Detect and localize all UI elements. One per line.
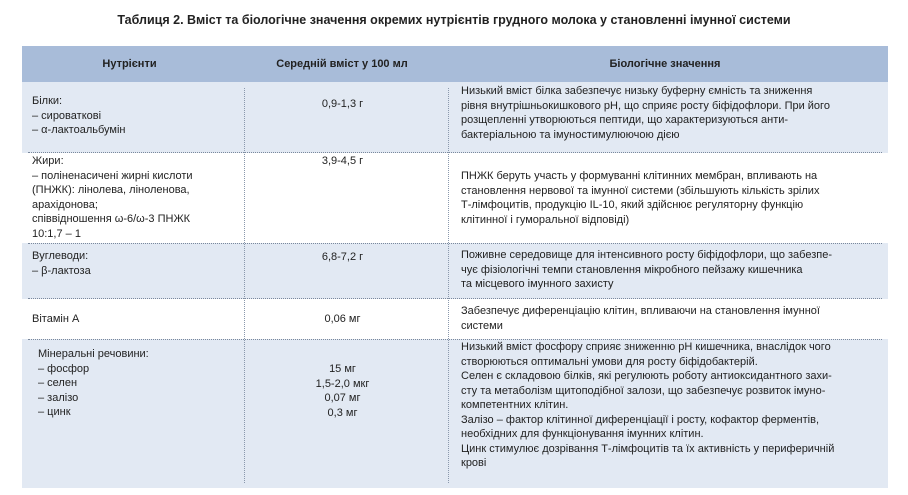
content-value: 6,8-7,2 г [321, 251, 364, 263]
significance-line: сту та метаболізм щитоподібної залози, що забезпечує розвиток імуно- [461, 384, 826, 397]
significance-line: створюються оптимальні умови для росту біфідобактерій. [461, 355, 758, 368]
significance-line: Цинк стимулює дозрівання Т-лімфоцитів та їх активність у периферичній [461, 442, 835, 455]
column-divider [244, 88, 245, 483]
nutrient-line: – фосфор [38, 362, 90, 375]
content-value: 0,07 мг [324, 392, 361, 404]
table-row [22, 299, 888, 339]
nutrient-line: – залізо [38, 391, 79, 404]
table-row [22, 153, 888, 243]
content-value: 15 мг [329, 363, 356, 375]
significance-line: Поживне середовище для інтенсивного росту біфідофлори, що забезпе- [461, 249, 832, 261]
table-row [22, 244, 888, 298]
nutrient-line: (ПНЖК): лінолева, ліноленова, [32, 184, 190, 196]
nutrient-line: – цинк [38, 406, 71, 418]
nutrient-line: арахідонова; [32, 198, 98, 211]
content-value: 3,9-4,5 г [321, 155, 364, 167]
nutrient-line: Білки: [32, 95, 63, 107]
nutrient-line: – поліненасичені жирні кислоти [32, 169, 193, 182]
significance-line: Низький вміст фосфору сприяє зниженню рН кишечника, внаслідок чого [461, 341, 831, 353]
significance-line: становлення нервової та імунної системи (збільшують кількість зрілих [461, 184, 820, 197]
significance-line: та місцевого імунного захисту [461, 278, 614, 290]
significance-line: бактеріальною та імуностимулюючою дією [461, 128, 680, 141]
significance-line: Селен є складовою білків, які регулюють роботу антиоксидантного захи- [461, 370, 832, 382]
content-value: 0,9-1,3 г [321, 98, 364, 110]
nutrient-line: Жири: [32, 155, 64, 167]
table-row [22, 340, 888, 488]
significance-line: Т-лімфоцитів, продукцію IL-10, який здійснює регуляторну функцію [461, 199, 804, 211]
significance-line: Низький вміст білка забезпечує низьку буферну ємність та зниження [461, 85, 813, 97]
significance-line: розщепленні утворюються пептиди, що характеризуються анти- [461, 114, 789, 126]
significance-line: ПНЖК беруть участь у формуванні клітинних мембран, впливають на [461, 170, 818, 182]
nutrient-line: – α-лактоальбумін [32, 124, 126, 136]
significance-line: компетентних клітин. [461, 399, 569, 411]
significance-line: Забезпечує диференціацію клітин, впливаючи на становлення імунної [461, 305, 820, 317]
significance-line: крові [461, 457, 487, 469]
nutrient-line: – селен [38, 377, 78, 389]
column-header-nutrients: Нутрієнти [102, 58, 157, 70]
table-title: Таблиця 2. Вміст та біологічне значення окремих нутрієнтів грудного молока у становленні імунної системи [117, 13, 791, 27]
significance-line: системи [461, 319, 503, 332]
significance-line: чує фізіологічні темпи становлення мікробного пейзажу кишечника [461, 263, 803, 276]
nutrient-line: Вітамін А [32, 313, 80, 325]
nutrient-line: Вуглеводи: [32, 250, 89, 262]
significance-line: рівня внутрішньокишкового рН, що сприяє росту біфідофлори. При його [461, 99, 830, 112]
table-header [22, 46, 888, 82]
nutrient-line: 10:1,7 – 1 [32, 227, 81, 240]
content-value: 0,3 мг [327, 406, 358, 419]
significance-line: клітинної і гуморальної відповіді) [461, 213, 630, 226]
significance-line: необхідних для функціонування імунних клітин. [461, 428, 704, 440]
table-row [22, 82, 888, 152]
nutrients-table [22, 46, 888, 488]
column-header-content: Середній вміст у 100 мл [276, 58, 408, 70]
nutrient-line: Мінеральні речовини: [38, 348, 149, 360]
content-value: 1,5-2,0 мкг [315, 377, 370, 390]
nutrient-line: – сироваткові [32, 109, 102, 122]
significance-line: Залізо – фактор клітинної диференціації і росту, кофактор ферментів, [461, 413, 820, 426]
nutrient-line: співвідношення ω-6/ω-3 ПНЖК [32, 213, 191, 225]
column-header-significance: Біологічне значення [609, 58, 721, 70]
column-divider [448, 88, 449, 483]
nutrient-line: – β-лактоза [32, 264, 91, 277]
content-value: 0,06 мг [324, 313, 361, 325]
